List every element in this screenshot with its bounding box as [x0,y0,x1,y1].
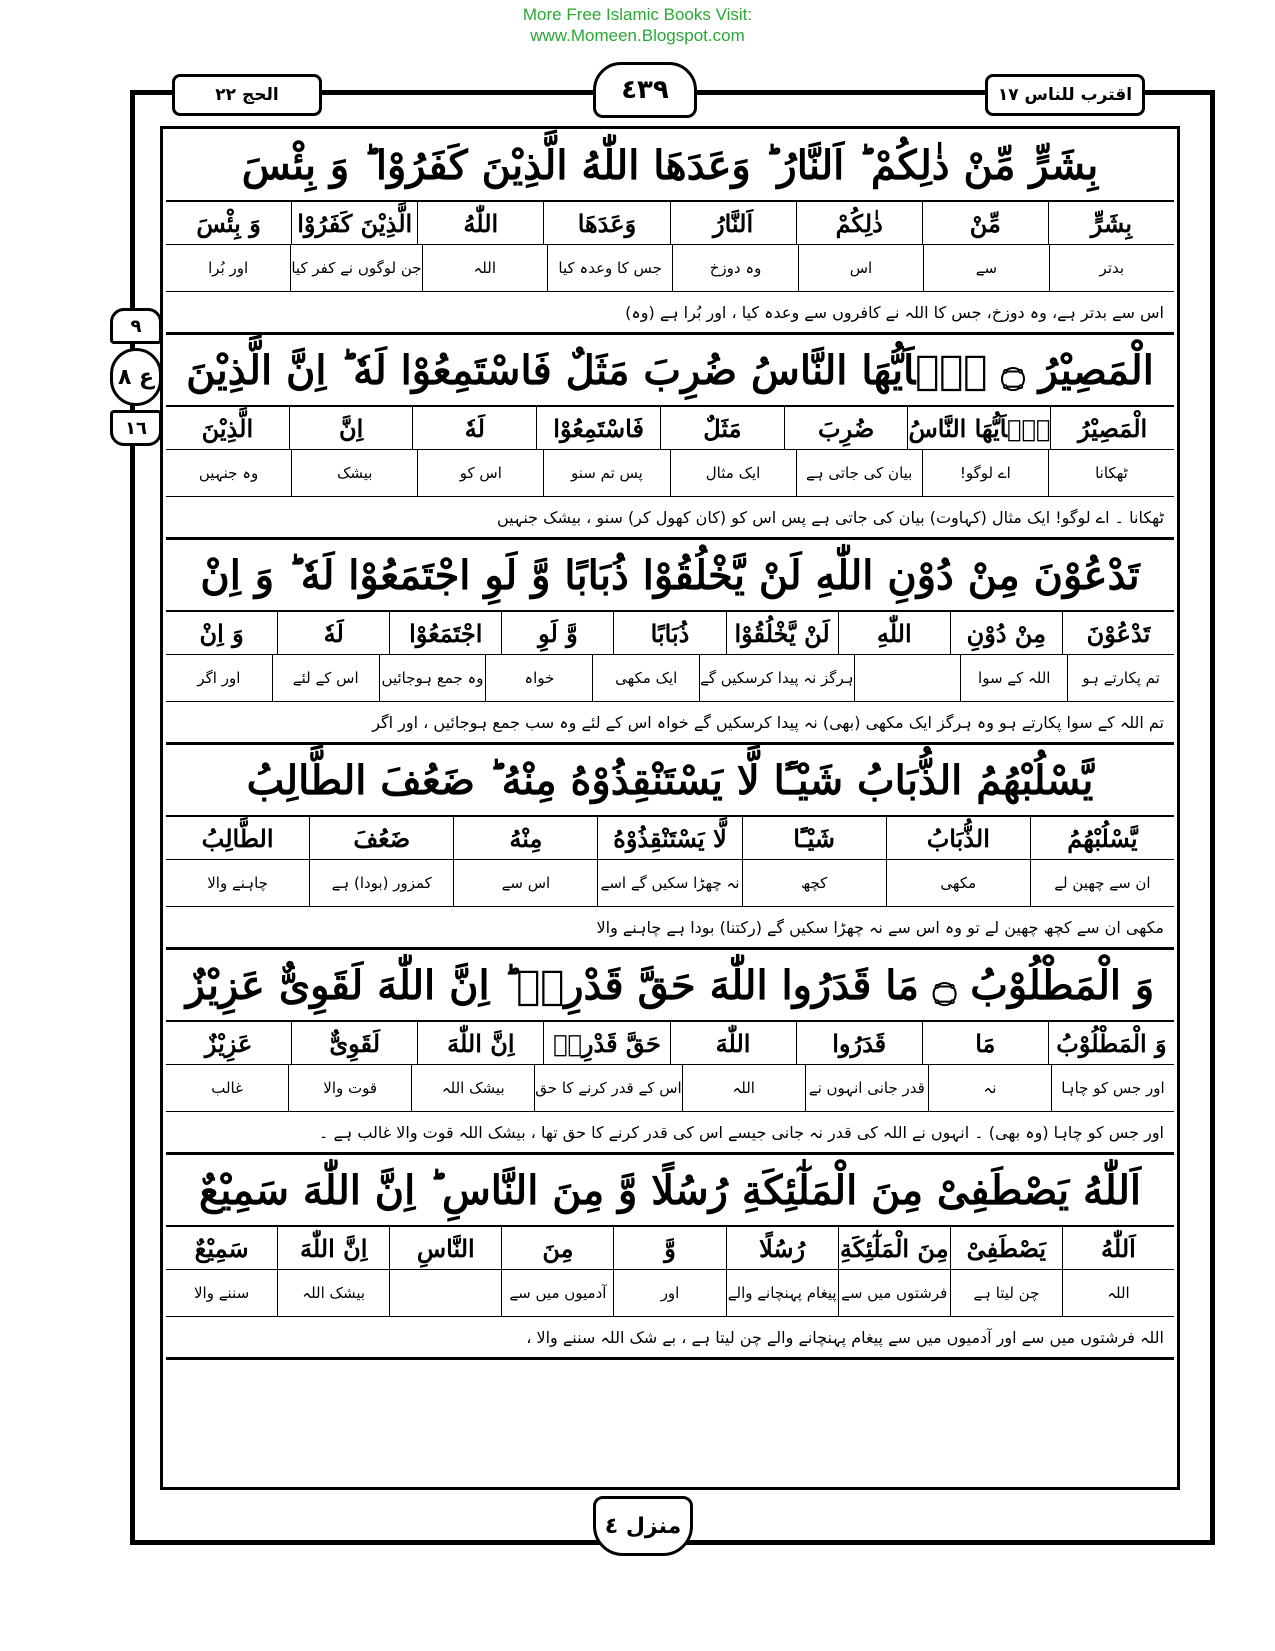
arabic-word-cell: وَ الْمَطْلُوْبُ [1048,1022,1174,1064]
word-row [166,202,1174,245]
urdu-meaning-cell: ہرگز نہ پیدا کرسکیں گے [699,655,853,701]
urdu-meaning-cell: اس کے لئے [272,655,379,701]
urdu-meaning-cell: پس تم سنو [543,450,669,496]
arabic-word-cell: مَا [922,1022,1048,1064]
arabic-word-cell: لَّا یَسْتَنْقِذُوْهُ [597,817,741,859]
arabic-word-cell: ذُبَابًا [613,612,725,654]
urdu-meaning-cell [854,655,961,701]
urdu-meaning-cell: وہ جمع ہوجائیں [379,655,486,701]
arabic-word-cell: الذُّبَابُ [886,817,1030,859]
urdu-meaning-cell: کچھ [742,860,886,906]
meaning-row [166,1065,1174,1112]
arabic-word-cell: اِنَّ اللّٰهَ [417,1022,543,1064]
arabic-word-cell: الْمَصِیْرُ [1050,407,1174,449]
arabic-word-cell: اجْتَمَعُوْا [389,612,501,654]
arabic-verse-line: بِشَرٍّ مِّنْ ذٰلِكُمْ ؕ اَلنَّارُ ؕ وَعَدَهَا اللّٰهُ الَّذِیْنَ كَفَرُوْا ؕ وَ بِئْسَ [166,130,1174,202]
word-row [166,817,1174,860]
urdu-meaning-cell: فرشتوں میں سے [838,1270,950,1316]
urdu-translation-line: اللہ فرشتوں میں سے اور آدمیوں میں سے پیغام پہنچانے والے چن لیتا ہے ، بے شک اللہ سننے والا ، [526,1327,1164,1347]
arabic-verse-line: تَدْعُوْنَ مِنْ دُوْنِ اللّٰهِ لَنْ یَّخْلُقُوْا ذُبَابًا وَّ لَوِ اجْتَمَعُوْا لَهٗ ؕ وَ اِنْ [166,540,1174,612]
urdu-meaning-cell: سننے والا [194,1284,250,1302]
meaning-row [166,1270,1174,1317]
arabic-word-cell: حَقَّ قَدْرِهٖ [543,1022,669,1064]
arabic-word-cell: یَّسْلُبْهُمُ [1030,817,1174,859]
urdu-meaning-cell: اے لوگو! [922,450,1048,496]
ruku-marker-bottom: ١٦ [110,410,162,446]
urdu-meaning-cell: بیشک اللہ [411,1065,534,1111]
arabic-word-cell: ضَعُفَ [309,817,453,859]
urdu-meaning-cell: اور [613,1270,725,1316]
arabic-word-cell: الَّذِیْنَ [201,413,254,443]
urdu-meaning-cell: چاہنے والا [207,874,268,892]
urdu-meaning-cell: اور بُرا [208,259,249,277]
arabic-word-cell: شَیْـًٔا [742,817,886,859]
promo-line-1: More Free Islamic Books Visit: [522,5,753,24]
arabic-word-cell: مِنْهُ [453,817,597,859]
urdu-meaning-cell: جن لوگوں نے کفر کیا [290,245,421,291]
verse-block [166,335,1174,540]
urdu-translation-line: اس سے بدتر ہے، وہ دوزخ، جس کا اللہ نے کافروں سے وعدہ کیا ، اور بُرا ہے (وہ) [625,302,1164,322]
urdu-meaning-cell: جس کا وعدہ کیا [547,245,672,291]
word-row [166,407,1174,450]
arabic-word-cell: اللّٰهِ [838,612,950,654]
urdu-meaning-cell: قوت والا [288,1065,411,1111]
arabic-word-cell: اللّٰهَ [670,1022,796,1064]
arabic-word-cell: الطَّالِبُ [201,823,274,853]
urdu-meaning-cell: اللہ [422,245,547,291]
arabic-verse-line: اَللّٰهُ یَصْطَفِیْ مِنَ الْمَلٰٓئِكَةِ رُسُلًا وَّ مِنَ النَّاسِ ؕ اِنَّ اللّٰهَ سَمِیْعٌ [166,1155,1174,1227]
meaning-row [166,450,1174,497]
urdu-meaning-cell: بیان کی جاتی ہے [796,450,922,496]
arabic-verse-line: الْمَصِیْرُ ۝ یٰۤاَیُّهَا النَّاسُ ضُرِبَ مَثَلٌ فَاسْتَمِعُوْا لَهٗ ؕ اِنَّ الَّذِیْنَ [166,335,1174,407]
urdu-meaning-cell: اس کو [417,450,543,496]
arabic-word-cell: سَمِیْعٌ [194,1233,249,1263]
meaning-row [166,655,1174,702]
urdu-meaning-cell: بدتر [1049,245,1174,291]
urdu-meaning-cell: مکھی [886,860,1030,906]
arabic-word-cell: الَّذِیْنَ كَفَرُوْا [291,202,417,244]
urdu-meaning-cell: سے [923,245,1048,291]
urdu-translation-line: ٹھکانا ۔ اے لوگو! ایک مثال (کہاوت) بیان کی جاتی ہے پس اس کو (کان کھول کر) سنو ، بیشک جنہیں [496,507,1164,527]
word-row [166,612,1174,655]
arabic-word-cell: رُسُلًا [726,1227,838,1269]
ruku-marker-top: ٩ [110,308,162,344]
arabic-word-cell: مِنْ دُوْنِ [950,612,1062,654]
verse-block [166,745,1174,950]
urdu-translation-line: تم اللہ کے سوا پکارتے ہو وہ ہرگز ایک مکھی (بھی) نہ پیدا کرسکیں گے خواہ اس کے لئے وہ سب جمع ہوجائیں ، اور اگر [372,712,1164,732]
urdu-meaning-cell: کمزور (بودا) ہے [309,860,453,906]
arabic-word-cell: فَاسْتَمِعُوْا [536,407,660,449]
arabic-word-cell: لَقَوِیٌّ [291,1022,417,1064]
arabic-word-cell: عَزِیْزٌ [204,1028,253,1058]
arabic-word-cell: اَللّٰهُ [1062,1227,1174,1269]
meaning-row [166,860,1174,907]
arabic-word-cell: بِشَرٍّ [1048,202,1174,244]
urdu-meaning-cell: بیشک اللہ [277,1270,389,1316]
urdu-meaning-cell: چن لیتا ہے [950,1270,1062,1316]
urdu-meaning-cell: اس [798,245,923,291]
urdu-meaning-cell: تم پکارتے ہو [1067,655,1174,701]
urdu-meaning-cell: اللہ [682,1065,805,1111]
arabic-word-cell: وَعَدَهَا [543,202,669,244]
urdu-meaning-cell: ٹھکانا [1048,450,1174,496]
urdu-meaning-cell [389,1270,501,1316]
urdu-meaning-cell: اور اگر [197,669,241,687]
urdu-meaning-cell: ایک مثال [670,450,796,496]
verse-content [166,130,1174,1360]
urdu-translation-line: اور جس کو چاہا (وہ بھی) ۔ انہوں نے اللہ کی قدر نہ جانی جیسے اس کی قدر کرنے کا حق تھا ، بیشک اللہ قوت والا غالب ہے ۔ [319,1122,1164,1142]
urdu-meaning-cell: اور جس کو چاہا [1051,1065,1174,1111]
urdu-meaning-cell: نہ [928,1065,1051,1111]
urdu-meaning-cell: نہ چھڑا سکیں گے اسے [597,860,741,906]
arabic-word-cell: قَدَرُوا [796,1022,922,1064]
urdu-meaning-cell: اللہ کے سوا [960,655,1067,701]
arabic-word-cell: لَهٗ [277,612,389,654]
ruku-marker-middle: ع ٨ [110,348,162,406]
arabic-word-cell: اِنَّ [289,407,413,449]
urdu-meaning-cell: خواہ [485,655,592,701]
verse-block [166,540,1174,745]
verse-block [166,1155,1174,1360]
promo-line-2[interactable]: www.Momeen.Blogspot.com [530,26,745,45]
arabic-word-cell: لَنْ یَّخْلُقُوْا [726,612,838,654]
arabic-word-cell: وَّ [613,1227,725,1269]
arabic-word-cell: اللّٰهُ [417,202,543,244]
arabic-word-cell: یَصْطَفِیْ [950,1227,1062,1269]
urdu-meaning-cell: اس کے قدر کرنے کا حق [534,1065,681,1111]
urdu-meaning-cell: اللہ [1062,1270,1174,1316]
surah-label: اقترب للناس ١٧ [985,74,1145,116]
arabic-word-cell: النَّاسِ [389,1227,501,1269]
arabic-word-cell: لَهٗ [412,407,536,449]
word-row [166,1022,1174,1065]
arabic-word-cell: ذٰلِكُمْ [796,202,922,244]
urdu-meaning-cell: غالب [211,1079,243,1097]
arabic-word-cell: مَثَلٌ [660,407,784,449]
arabic-word-cell: وَ بِئْسَ [196,208,261,238]
meaning-row [166,245,1174,292]
urdu-meaning-cell: ایک مکھی [592,655,699,701]
urdu-meaning-cell: پیغام پہنچانے والے [726,1270,838,1316]
page-number: ٤٣٩ [593,62,697,118]
arabic-word-cell: مِّنْ [922,202,1048,244]
urdu-meaning-cell: اس سے [453,860,597,906]
verse-block [166,130,1174,335]
urdu-translation-line: مکھی ان سے کچھ چھین لے تو وہ اس سے نہ چھڑا سکیں گے (رکتنا) بودا ہے چاہنے والا [596,917,1164,937]
urdu-meaning-cell: بیشک [291,450,417,496]
urdu-meaning-cell: وہ دوزخ [672,245,797,291]
arabic-word-cell: ضُرِبَ [784,407,908,449]
arabic-word-cell: اَلنَّارُ [670,202,796,244]
arabic-word-cell: وَ اِنْ [199,618,244,648]
urdu-meaning-cell: وہ جنہیں [198,464,259,482]
word-row [166,1227,1174,1270]
urdu-meaning-cell: آدمیوں میں سے [501,1270,613,1316]
juz-label: الحج ٢٢ [172,74,322,116]
arabic-verse-line: یَّسْلُبْهُمُ الذُّبَابُ شَیْـًٔا لَّا یَسْتَنْقِذُوْهُ مِنْهُ ؕ ضَعُفَ الطَّالِبُ [166,745,1174,817]
arabic-word-cell: مِنَ [501,1227,613,1269]
manzil-label: منزل ٤ [593,1496,693,1556]
arabic-verse-line: وَ الْمَطْلُوْبُ ۝ مَا قَدَرُوا اللّٰهَ حَقَّ قَدْرِهٖ ؕ اِنَّ اللّٰهَ لَقَوِیٌّ عَزِیْزٌ [166,950,1174,1022]
urdu-meaning-cell: قدر جانی انہوں نے [805,1065,928,1111]
arabic-word-cell: یٰۤاَیُّهَا النَّاسُ [907,407,1050,449]
promo-banner [0,4,1275,46]
arabic-word-cell: وَّ لَوِ [501,612,613,654]
urdu-meaning-cell: ان سے چھین لے [1030,860,1174,906]
arabic-word-cell: تَدْعُوْنَ [1062,612,1174,654]
arabic-word-cell: اِنَّ اللّٰهَ [277,1227,389,1269]
arabic-word-cell: مِنَ الْمَلٰٓئِكَةِ [838,1227,950,1269]
verse-block [166,950,1174,1155]
